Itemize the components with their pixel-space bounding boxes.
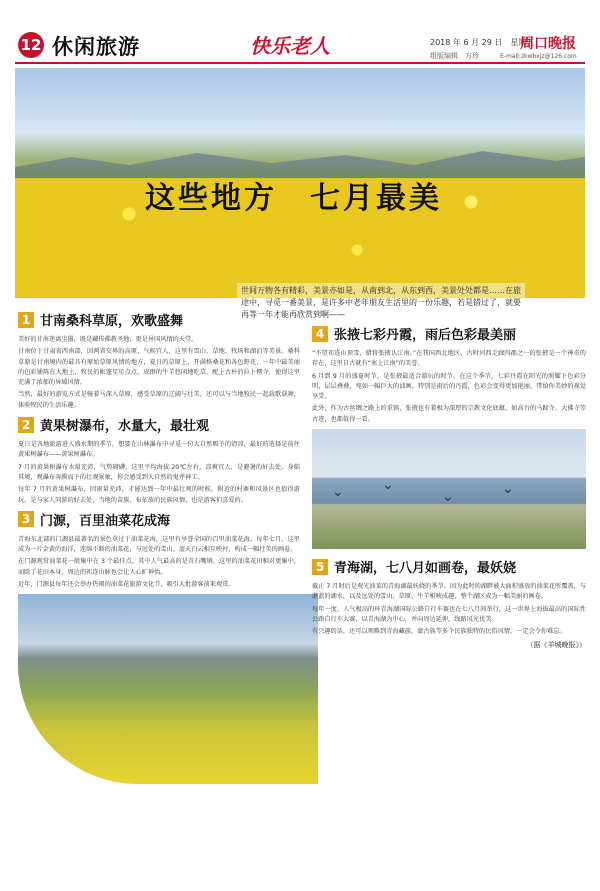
bird-icon: ⌄ (442, 489, 454, 506)
section-huangguoshu (18, 415, 300, 506)
section-title: 青海湖，七八月如画卷，最妖娆 (334, 561, 517, 577)
section-number: 1 (18, 312, 34, 328)
column-title: 快乐老人 (250, 34, 330, 58)
body-paragraph: 青海东北部的门源县最著名的景色莫过于油菜花海，这里有享誉全国的百里油菜花海。每年七月，这里成为一片金黄的海洋，连绵不断的油菜花，与远处的雪山、蓝天白云相互映衬，构成一幅壮美的画卷。 (18, 535, 300, 554)
section-title: 甘南桑科草原，欢歌盛舞 (40, 314, 184, 329)
bird-icon: ⌄ (502, 481, 514, 498)
body-paragraph: 近年，门源县每年还会举办热闹的油菜花旅游文化节，吸引大批游客前来观赏。 (18, 581, 235, 589)
section-title: 门源，百里油菜花成海 (40, 513, 171, 529)
section-number: 3 (18, 511, 34, 527)
hero-photo-rapeseed-field (15, 68, 585, 319)
body-paragraph: 此外，作为古丝绸之路上的重镇，张掖也有着极为深厚的宗教文化底蕴，如高台的马蹄寺、大佛寺等古迹，也都值得一看。 (312, 405, 586, 423)
body-paragraph: 有兴趣的话，还可以领略到青海藏族、蒙古族等多个民族独特的民俗风情，一定会令你难忘。 (312, 628, 566, 636)
section-qinghai (312, 557, 586, 637)
body-paragraph: 当然，最好的游览方式是骑着马深入草原，感受草原的辽阔与壮美，还可以与当地牧民一起载歌载舞，体验牧民的生活乐趣。 (18, 391, 300, 409)
body-paragraph: 每年一度，人气极高的环青海湖国际公路自行车赛也在七八月间举行，这一世界上海拔最高的国际性公路自行车大赛，以青海湖为中心，并向周边延伸，线路风光优美。 (312, 605, 586, 623)
page-header (0, 0, 600, 70)
feature-headline: 这些地方 七月最美 (145, 181, 442, 216)
body-paragraph: 夏日是各地旅游进入盛水期的季节，想要在山林瀑布中寻觅一份大自然赐予的清凉，最好的选择是前往黄果树瀑布——黄果树瀑布。 (18, 441, 300, 459)
source-credit: （据《羊城晚报》） (526, 640, 586, 649)
body-paragraph: 美好的甘南迷离尘嚣，既是藏传佛教圣地，更是异国风情的天堂。 (18, 336, 198, 343)
body-paragraph: 在门源观赏油菜花一般集中在 3 个最佳点，其中人气最高的是青石嘴镇，这里的油菜花田相对更集中，而除了花田本身，周边的祁连山脉也会让人心旷神怡。 (18, 558, 300, 576)
photo-menyuan-field (18, 594, 318, 784)
body-paragraph: 截止 7 月时后是观光油菜的青海湖最妖娆的季节。因为此时的湖畔被大面积盛放的油菜花所覆盖，与湛蓝的湖水，以及远处的雪山、草原、牛羊相映成趣，整个湖区成为一幅美丽的画卷。 (312, 583, 586, 601)
bird-icon: ⌄ (382, 477, 394, 494)
body-paragraph: 6 月到 9 月的盛夏时节，是张掖最适合游玩的时节。在这个季节，七彩丹霞在阳光的照耀下色彩分明，层层叠叠，宛如一幅巨大的油画。特别是雨后的丹霞，色彩会变得更加艳丽，带给你美妙的视觉享受。 (312, 372, 586, 401)
editor-credit: 组版编辑 方珍 (430, 52, 479, 60)
section-number: 5 (312, 559, 328, 575)
section-name: 休闲旅游 (52, 34, 140, 59)
issue-date: 2018 年 6 月 29 日 星期五 (430, 38, 535, 47)
body-paragraph: 甘南位于甘肃省西南部，因两省交界的高原，气候宜人，这里有雪山、草地、牧场和湖泊等美景。桑科草原是甘南境内的最具有原始草原风情的地方，夏日的草原上，开满格桑花和各色野花，一年中最美丽的色彩铺陈在大地上，牧民的帐篷星星点点，成群的牛羊悠闲地吃草，配上古朴的拉卜楞寺，使得这里充满了浓郁的异域风情。 (18, 348, 300, 387)
newspaper-masthead: 周口晚报 (520, 36, 576, 52)
section-number: 2 (18, 417, 34, 433)
right-column (312, 320, 586, 650)
body-paragraph: 7 月的黄果树瀑布水量充沛，气势磅礴，这里平均海拔 20℃左右，凉爽宜人，是避暑的好去处。身临其境，观瀑布奔腾而下的壮观景象，你会感受到大自然的鬼斧神工。 (18, 463, 300, 481)
header-divider (15, 62, 585, 64)
bird-icon: ⌄ (332, 484, 344, 501)
photo-qinghai-lake-birds (312, 429, 586, 549)
left-column (18, 306, 300, 784)
feature-intro: 世间万物各有精彩，美景亦如是，从南到北，从东到西，美景处处都是……在旅途中，寻觅一番美景，是许多中老年朋友生活里的一份乐趣，若是错过了，就要再等一年才能再欣赏到啊—— (237, 283, 525, 323)
section-number: 4 (312, 326, 328, 342)
section-title: 黄果树瀑布，水量大，最壮观 (40, 419, 210, 435)
section-gannan (18, 310, 300, 411)
body-paragraph: “不望祁连山顶雪，错将张掖认江南。”在我国西北地区，古时河西走廊四郡之一的张掖是一个神奇的存在，这里自古就有“塞上江南”的美誉。 (312, 350, 586, 368)
body-paragraph: 每年 7 月的黄果树瀑布，因雨量充沛，才能达到一年中最壮观的时候。附近的村寨和风景区也值得游玩，是与家人同游的好去处，当地的苗族、布依族的民族风情，也是游客们喜爱的。 (18, 486, 300, 504)
section-title: 张掖七彩丹霞，雨后色彩最美丽 (334, 328, 517, 343)
page-number-badge: 12 (18, 32, 44, 58)
contact-email: E-mail:zkwbxjz@126.com (500, 53, 577, 60)
section-zhangye (312, 324, 586, 425)
section-menyuan (18, 510, 300, 590)
